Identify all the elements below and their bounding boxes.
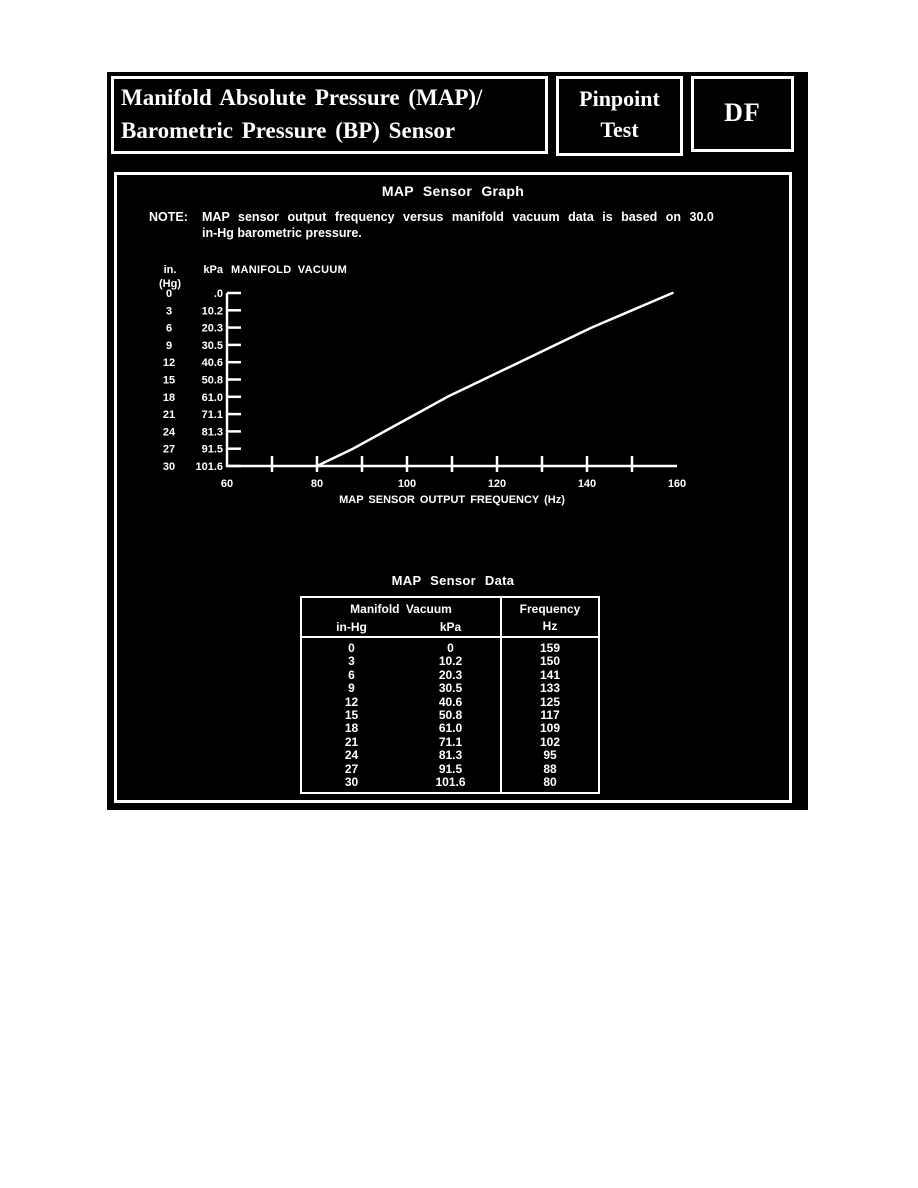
cell-in-hg: 12	[344, 694, 359, 709]
y-tick-label-kpa: 101.6	[195, 461, 223, 473]
x-tick-label: 60	[220, 478, 234, 490]
map-sensor-data-table	[300, 596, 600, 794]
table-row-vacuum	[302, 642, 500, 655]
cell-frequency-value: 133	[539, 681, 561, 696]
cell-frequency-value: 80	[543, 774, 557, 789]
cell-frequency-hz	[502, 722, 598, 735]
y-tick-label-kpa: 30.5	[201, 339, 223, 352]
y-tick-label-in-hg: 18	[162, 391, 176, 404]
y-tick-label-kpa: 61.0	[201, 391, 223, 404]
cell-kpa: 81.3	[438, 748, 463, 763]
table-body	[302, 638, 598, 792]
x-tick-label: 80	[310, 478, 324, 490]
table-row-vacuum	[302, 682, 500, 695]
column-group-frequency: Frequency	[519, 602, 581, 616]
test-code-label: DF	[724, 98, 761, 127]
y-tick-label-in-hg: 0	[165, 288, 173, 300]
y-tick-label-kpa: 10.2	[201, 305, 223, 318]
cell-frequency-hz	[502, 696, 598, 709]
cell-frequency-value: 102	[539, 734, 561, 749]
cell-kpa: 0	[447, 641, 454, 655]
table-row-vacuum	[302, 669, 500, 682]
cell-frequency-value: 125	[539, 694, 561, 709]
y-axis-unit-kpa: kPa	[203, 264, 223, 276]
document-black-panel	[107, 72, 808, 810]
y-axis-unit-in: in.	[163, 264, 177, 276]
y-tick-label-in-hg: 12	[162, 357, 176, 370]
table-row-vacuum	[302, 722, 500, 735]
table-row-vacuum	[302, 736, 500, 749]
y-tick-label-in-hg: 24	[162, 426, 176, 439]
y-axis-title: MANIFOLD VACUUM	[231, 264, 348, 276]
y-tick-label-in-hg: 30	[162, 461, 176, 473]
column-header-in-hg: in-Hg	[336, 619, 367, 634]
cell-frequency-value: 117	[540, 707, 560, 722]
map-sensor-panel	[114, 172, 792, 803]
note-text	[202, 209, 754, 241]
cell-frequency-value: 88	[543, 761, 557, 776]
y-tick-label-in-hg: 3	[165, 305, 173, 318]
cell-frequency-hz	[502, 669, 598, 682]
table-row-vacuum	[302, 655, 500, 668]
table-row-vacuum	[302, 696, 500, 709]
cell-kpa: 101.6	[435, 774, 466, 789]
y-axis-unit-hg: (Hg)	[159, 278, 181, 290]
y-tick-label-kpa: .0	[213, 288, 223, 300]
table-body-vacuum	[302, 638, 502, 792]
cell-in-hg: 0	[348, 641, 355, 655]
cell-frequency-value: 141	[539, 667, 561, 682]
cell-frequency-value: 109	[539, 721, 561, 736]
column-header-kpa: kPa	[439, 619, 462, 634]
cell-kpa: 91.5	[438, 761, 463, 776]
cell-kpa: 10.2	[438, 654, 463, 669]
table-title: MAP Sensor Data	[391, 573, 515, 588]
map-sensor-graph	[137, 256, 707, 508]
cell-frequency-hz	[502, 736, 598, 749]
cell-in-hg: 3	[348, 654, 355, 669]
cell-kpa: 40.6	[438, 694, 463, 709]
cell-in-hg: 15	[344, 707, 359, 722]
x-axis-title: MAP SENSOR OUTPUT FREQUENCY (Hz)	[339, 494, 565, 506]
y-tick-label-in-hg: 6	[165, 322, 173, 335]
cell-in-hg: 18	[344, 721, 359, 736]
cell-frequency-hz	[502, 749, 598, 762]
cell-frequency-hz	[502, 655, 598, 668]
cell-frequency-hz	[502, 763, 598, 776]
pinpoint-test-box	[556, 76, 683, 156]
note-text-line1: MAP sensor output frequency versus manifold vacuum data is based on 30.0	[202, 210, 714, 224]
table-row-vacuum	[302, 776, 500, 789]
y-tick-label-in-hg: 15	[162, 374, 176, 387]
cell-kpa: 71.1	[438, 734, 463, 749]
column-header-hz: Hz	[542, 619, 558, 633]
y-tick-label-kpa: 71.1	[201, 409, 223, 422]
cell-in-hg: 24	[344, 748, 359, 763]
section-title-line2: Barometric Pressure (BP) Sensor	[121, 118, 456, 143]
test-code-box	[691, 76, 794, 152]
pinpoint-test-line1: Pinpoint	[579, 86, 660, 111]
y-tick-label-kpa: 40.6	[201, 357, 223, 370]
cell-in-hg: 27	[344, 761, 359, 776]
pinpoint-test-line2: Test	[600, 117, 639, 142]
cell-kpa: 50.8	[438, 707, 463, 722]
x-tick-label: 140	[577, 478, 597, 490]
graph-title: MAP Sensor Graph	[381, 183, 525, 199]
y-tick-label-in-hg: 27	[162, 443, 176, 456]
cell-frequency-value: 95	[543, 748, 557, 763]
note-label: NOTE:	[149, 210, 188, 224]
table-row-vacuum	[302, 763, 500, 776]
y-tick-label-kpa: 50.8	[201, 374, 223, 387]
cell-in-hg: 21	[344, 734, 359, 749]
cell-kpa: 20.3	[438, 667, 463, 682]
map-sensor-curve	[317, 293, 673, 466]
note-text-line2: in-Hg barometric pressure.	[202, 226, 362, 240]
table-row-vacuum	[302, 709, 500, 722]
cell-frequency-value: 150	[539, 654, 561, 669]
note-block	[149, 209, 754, 241]
x-tick-label: 120	[487, 478, 507, 490]
y-tick-label-in-hg: 9	[165, 339, 173, 352]
cell-frequency-hz	[502, 709, 598, 722]
x-tick-label: 100	[397, 478, 417, 490]
table-header	[302, 598, 598, 638]
table-row-vacuum	[302, 749, 500, 762]
section-title-box	[111, 76, 548, 154]
table-body-frequency	[502, 638, 598, 792]
cell-frequency-value: 159	[539, 641, 561, 655]
cell-kpa: 30.5	[438, 681, 463, 696]
y-tick-label-kpa: 81.3	[201, 426, 223, 439]
y-tick-label-kpa: 20.3	[201, 322, 223, 335]
cell-kpa: 61.0	[438, 721, 463, 736]
table-header-vacuum-group	[302, 598, 502, 636]
cell-in-hg: 6	[348, 667, 355, 682]
cell-in-hg: 30	[344, 774, 359, 789]
section-title-line1: Manifold Absolute Pressure (MAP)/	[121, 85, 483, 110]
cell-frequency-hz	[502, 776, 598, 789]
cell-frequency-hz	[502, 682, 598, 695]
y-tick-label-in-hg: 21	[162, 409, 176, 422]
column-group-vacuum: Manifold Vacuum	[350, 602, 452, 616]
cell-in-hg: 9	[348, 681, 355, 696]
cell-frequency-hz	[502, 642, 598, 655]
y-tick-label-kpa: 91.5	[201, 443, 223, 456]
x-tick-label: 160	[667, 478, 687, 490]
table-header-frequency-group	[502, 598, 598, 636]
